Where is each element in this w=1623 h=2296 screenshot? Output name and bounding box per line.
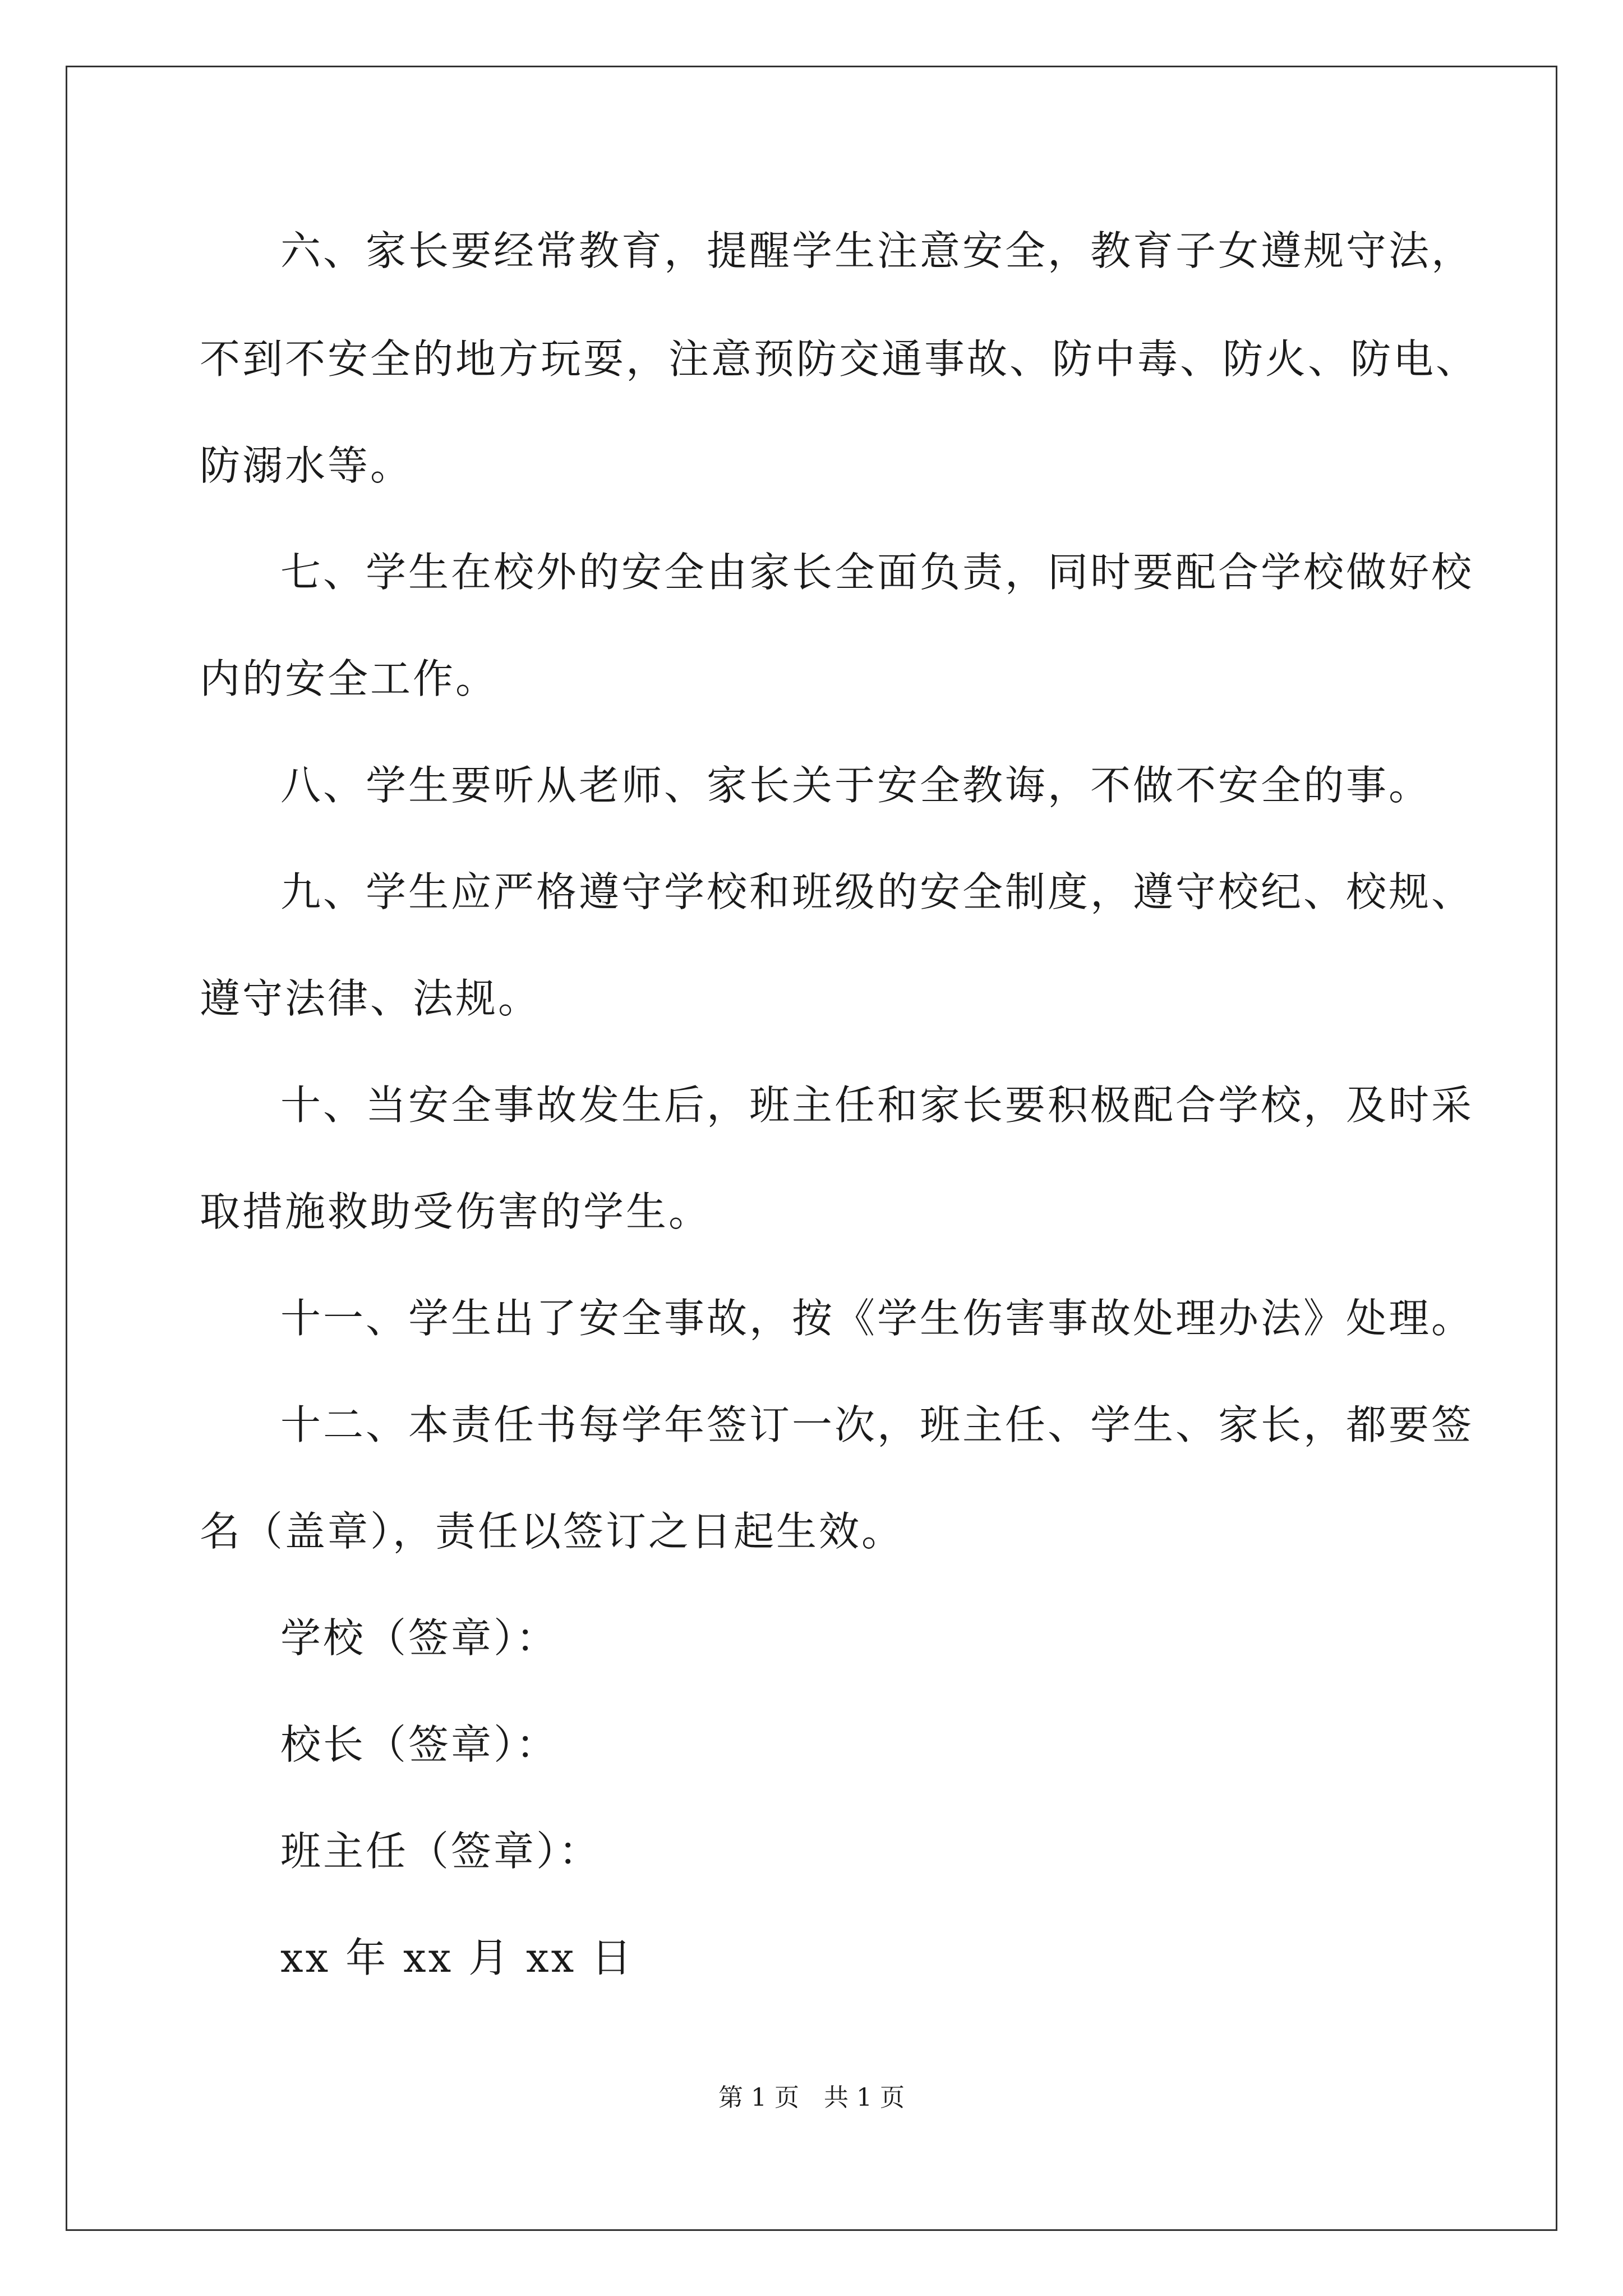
paragraph-7-line-1: 七、学生在校外的安全由家长全面负责，同时要配合学校做好校 xyxy=(280,549,1474,596)
paragraph-9-line-2: 遵守法律、法规。 xyxy=(200,975,541,1022)
page-number-footer: 第 1 页 共 1 页 xyxy=(718,2083,905,2112)
paragraph-6-line-1: 六、家长要经常教育，提醒学生注意安全，教育子女遵规守法， xyxy=(280,227,1474,274)
page-border xyxy=(66,66,1557,2231)
signature-principal: 校长（签章）： xyxy=(280,1721,559,1768)
paragraph-8-line-1: 八、学生要听从老师、家长关于安全教诲，不做不安全的事。 xyxy=(280,762,1432,809)
paragraph-9-line-1: 九、学生应严格遵守学校和班级的安全制度，遵守校纪、校规、 xyxy=(280,868,1474,915)
signature-head-teacher: 班主任（签章）： xyxy=(280,1828,602,1875)
signature-school: 学校（签章）： xyxy=(280,1614,559,1662)
paragraph-7-line-2: 内的安全工作。 xyxy=(200,655,499,702)
paragraph-6-line-3: 防溺水等。 xyxy=(200,442,413,489)
paragraph-10-line-1: 十、当安全事故发生后，班主任和家长要积极配合学校，及时采 xyxy=(280,1082,1474,1129)
paragraph-10-line-2: 取措施救助受伤害的学生。 xyxy=(200,1188,712,1235)
signature-date: xx 年 xx 月 xx 日 xyxy=(280,1934,634,1981)
paragraph-12-line-1: 十二、本责任书每学年签订一次，班主任、学生、家长，都要签 xyxy=(280,1401,1474,1448)
paragraph-12-line-2: 名（盖章），责任以签订之日起生效。 xyxy=(200,1508,905,1555)
paragraph-6-line-2: 不到不安全的地方玩耍，注意预防交通事故、防中毒、防火、防电、 xyxy=(200,335,1479,383)
paragraph-11-line-1: 十一、学生出了安全事故，按《学生伤害事故处理办法》处理。 xyxy=(280,1295,1474,1342)
